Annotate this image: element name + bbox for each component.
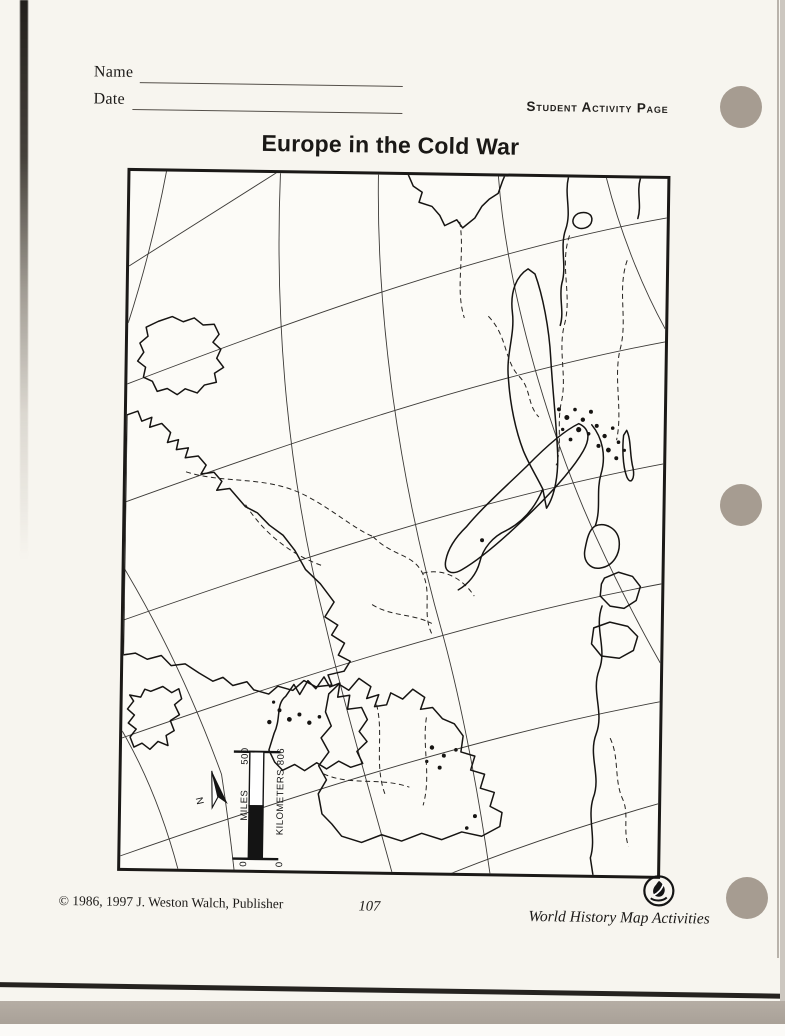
scan-page-bottom-edge xyxy=(0,982,783,999)
scan-right-band xyxy=(780,0,785,1024)
footer-copyright: © 1986, 1997 J. Weston Walch, Publisher xyxy=(58,892,284,912)
scale-km-label: KILOMETERS xyxy=(274,768,287,836)
scan-bottom-band xyxy=(0,1001,785,1024)
map-scale-bar xyxy=(232,747,287,867)
map-graticule xyxy=(120,171,667,876)
scale-miles-max: 500 xyxy=(239,747,251,765)
north-label: N xyxy=(194,795,207,806)
date-field-row xyxy=(93,90,125,108)
hole-punch-top xyxy=(720,86,762,128)
name-field-row xyxy=(94,63,134,82)
scale-miles-min: 0 xyxy=(238,860,250,867)
scale-km-min: 0 xyxy=(274,861,286,868)
europe-outline-map xyxy=(120,171,667,876)
scan-page-right-edge xyxy=(777,0,779,958)
scan-gutter-shadow xyxy=(20,0,28,560)
student-activity-page-label: Student Activity Page xyxy=(526,98,669,116)
footer-page-number: 107 xyxy=(358,898,381,915)
scale-miles-label: MILES xyxy=(238,789,251,821)
hole-punch-bottom xyxy=(726,877,768,919)
date-input-line[interactable] xyxy=(132,93,402,114)
page-title: Europe in the Cold War xyxy=(261,129,520,160)
hole-punch-middle xyxy=(720,484,762,526)
scale-km-max: 806 xyxy=(275,747,287,766)
publisher-flame-icon xyxy=(642,874,677,909)
name-label: Name xyxy=(93,63,134,81)
name-input-line[interactable] xyxy=(140,66,403,87)
footer-series-title: World History Map Activities xyxy=(528,907,710,928)
date-label: Date xyxy=(93,90,126,108)
map-frame xyxy=(117,168,670,879)
